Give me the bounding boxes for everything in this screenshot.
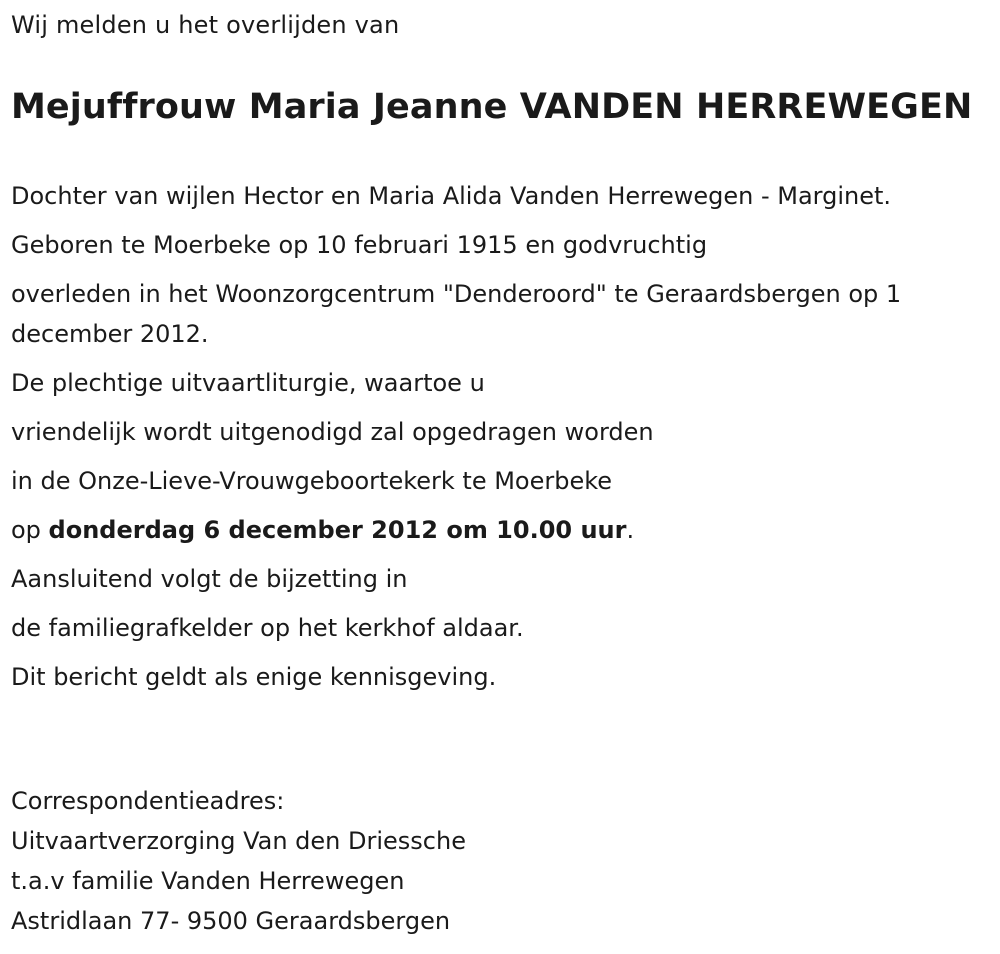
funeral-date-suffix: . — [626, 516, 635, 544]
correspondence-line-2: t.a.v familie Vanden Herrewegen — [11, 867, 405, 895]
correspondence-line-3: Astridlaan 77- 9500 Geraardsbergen — [11, 907, 451, 935]
correspondence-address — [11, 781, 466, 941]
burial-line-2: de familiegrafkelder op het kerkhof aldaar. — [11, 614, 524, 642]
deceased-name: Mejuffrouw Maria Jeanne VANDEN HERREWEGEN — [11, 87, 973, 127]
correspondence-line-1: Uitvaartverzorging Van den Driessche — [11, 827, 466, 855]
announcement-line: Dit bericht geldt als enige kennisgeving. — [11, 663, 497, 691]
birth-line: Geboren te Moerbeke op 10 februari 1915 en godvruchtig — [11, 231, 708, 259]
burial-line-1: Aansluitend volgt de bijzetting in — [11, 565, 408, 593]
liturgy-line-2: vriendelijk wordt uitgenodigd zal opgedragen worden — [11, 418, 654, 446]
notice-body — [11, 176, 986, 706]
funeral-date: donderdag 6 december 2012 om 10.00 uur — [48, 516, 627, 544]
liturgy-line-1: De plechtige uitvaartliturgie, waartoe u — [11, 369, 485, 397]
death-line: overleden in het Woonzorgcentrum "Denderoord" te Geraardsbergen op 1 december 2012. — [11, 280, 902, 348]
liturgy-line-3: in de Onze-Lieve-Vrouwgeboortekerk te Moerbeke — [11, 467, 613, 495]
funeral-date-line — [11, 510, 986, 550]
intro-text: Wij melden u het overlijden van — [11, 11, 400, 39]
funeral-date-prefix: op — [11, 516, 49, 544]
correspondence-heading: Correspondentieadres: — [11, 787, 285, 815]
parents-line: Dochter van wijlen Hector en Maria Alida Vanden Herrewegen - Marginet. — [11, 182, 892, 210]
